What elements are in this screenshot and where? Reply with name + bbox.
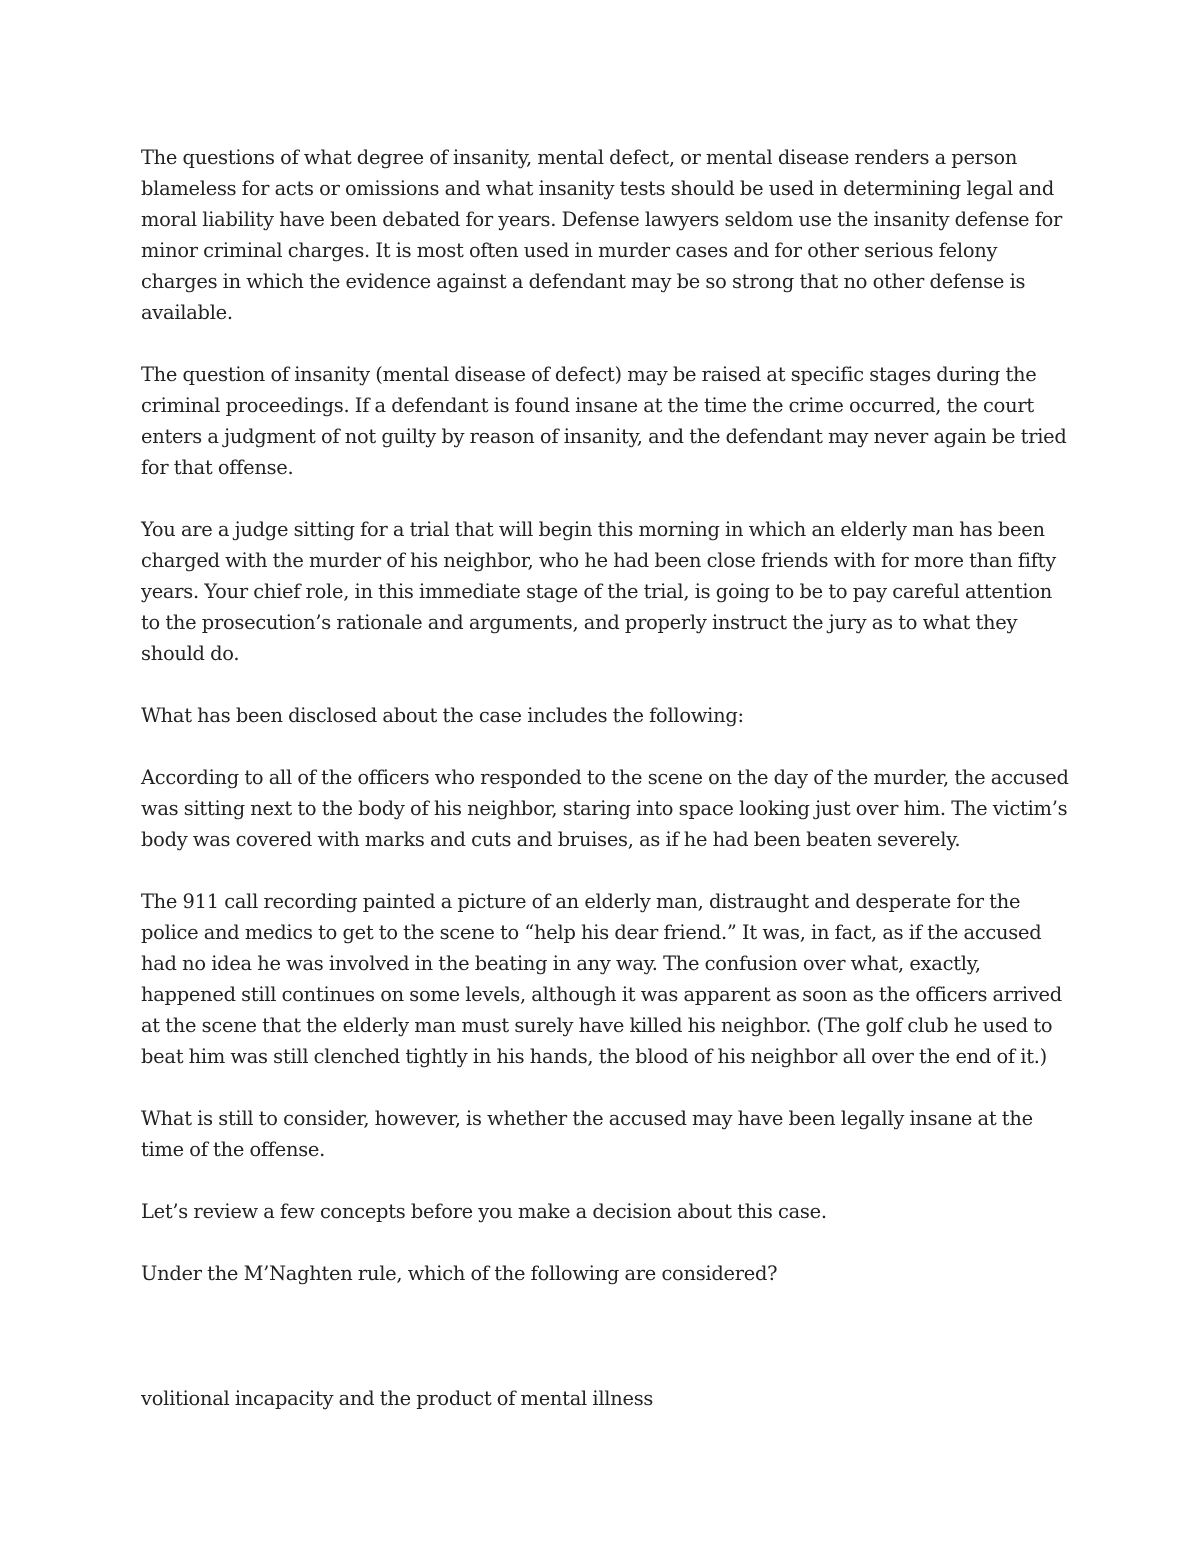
paragraph-911-call: The 911 call recording painted a picture of an elderly man, distraught and desperate for the police and medics to get to the scene to “help his dear friend.” It was, in fact, as if the accused had no idea he was involved in the beating in any way. The confusion over what, exactly, happened still continues on some levels, although it was apparent as soon as the officers arrived at the scene that the elderly man must surely have killed his neighbor. (The golf club he used to beat him was still clenched tightly in his hands, the blood of his neighbor all over the end of it.) — [141, 890, 1062, 1068]
paragraph-disclosure-intro: What has been disclosed about the case includes the following: — [141, 704, 744, 727]
question-text: Under the M’Naghten rule, which of the following are considered? — [141, 1262, 778, 1285]
paragraph-still-to-consider: What is still to consider, however, is whether the accused may have been legally insane at the time of the offense. — [141, 1107, 1033, 1161]
paragraph-judge-scenario: You are a judge sitting for a trial that will begin this morning in which an elderly man has been charged with the murder of his neighbor, who he had been close friends with for more than fifty years. Your chief role, in this immediate stage of the trial, is going to be to pay careful attention to the prosecution’s rationale and arguments, and properly instruct the jury as to what they should do. — [141, 518, 1056, 665]
document-body — [141, 142, 1071, 1410]
paragraph-officers-account: According to all of the officers who responded to the scene on the day of the murder, the accused was sitting next to the body of his neighbor, staring into space looking just over him. The victim’s body was covered with marks and cuts and bruises, as if he had been beaten severely. — [141, 766, 1069, 851]
paragraph-review-concepts: Let’s review a few concepts before you make a decision about this case. — [141, 1200, 827, 1223]
paragraph-insanity-intro: The questions of what degree of insanity, mental defect, or mental disease renders a person blameless for acts or omissions and what insanity tests should be used in determining legal and moral liability have been debated for years. Defense lawyers seldom use the insanity defense for minor criminal charges. It is most often used in murder cases and for other serious felony charges in which the evidence against a defendant may be so strong that no other defense is available. — [141, 146, 1063, 324]
paragraph-insanity-stages: The question of insanity (mental disease of defect) may be raised at specific stages during the criminal proceedings. If a defendant is found insane at the time the crime occurred, the court enters a judgment of not guilty by reason of insanity, and the defendant may never again be tried for that offense. — [141, 363, 1067, 479]
answer-text: volitional incapacity and the product of mental illness — [141, 1387, 654, 1410]
